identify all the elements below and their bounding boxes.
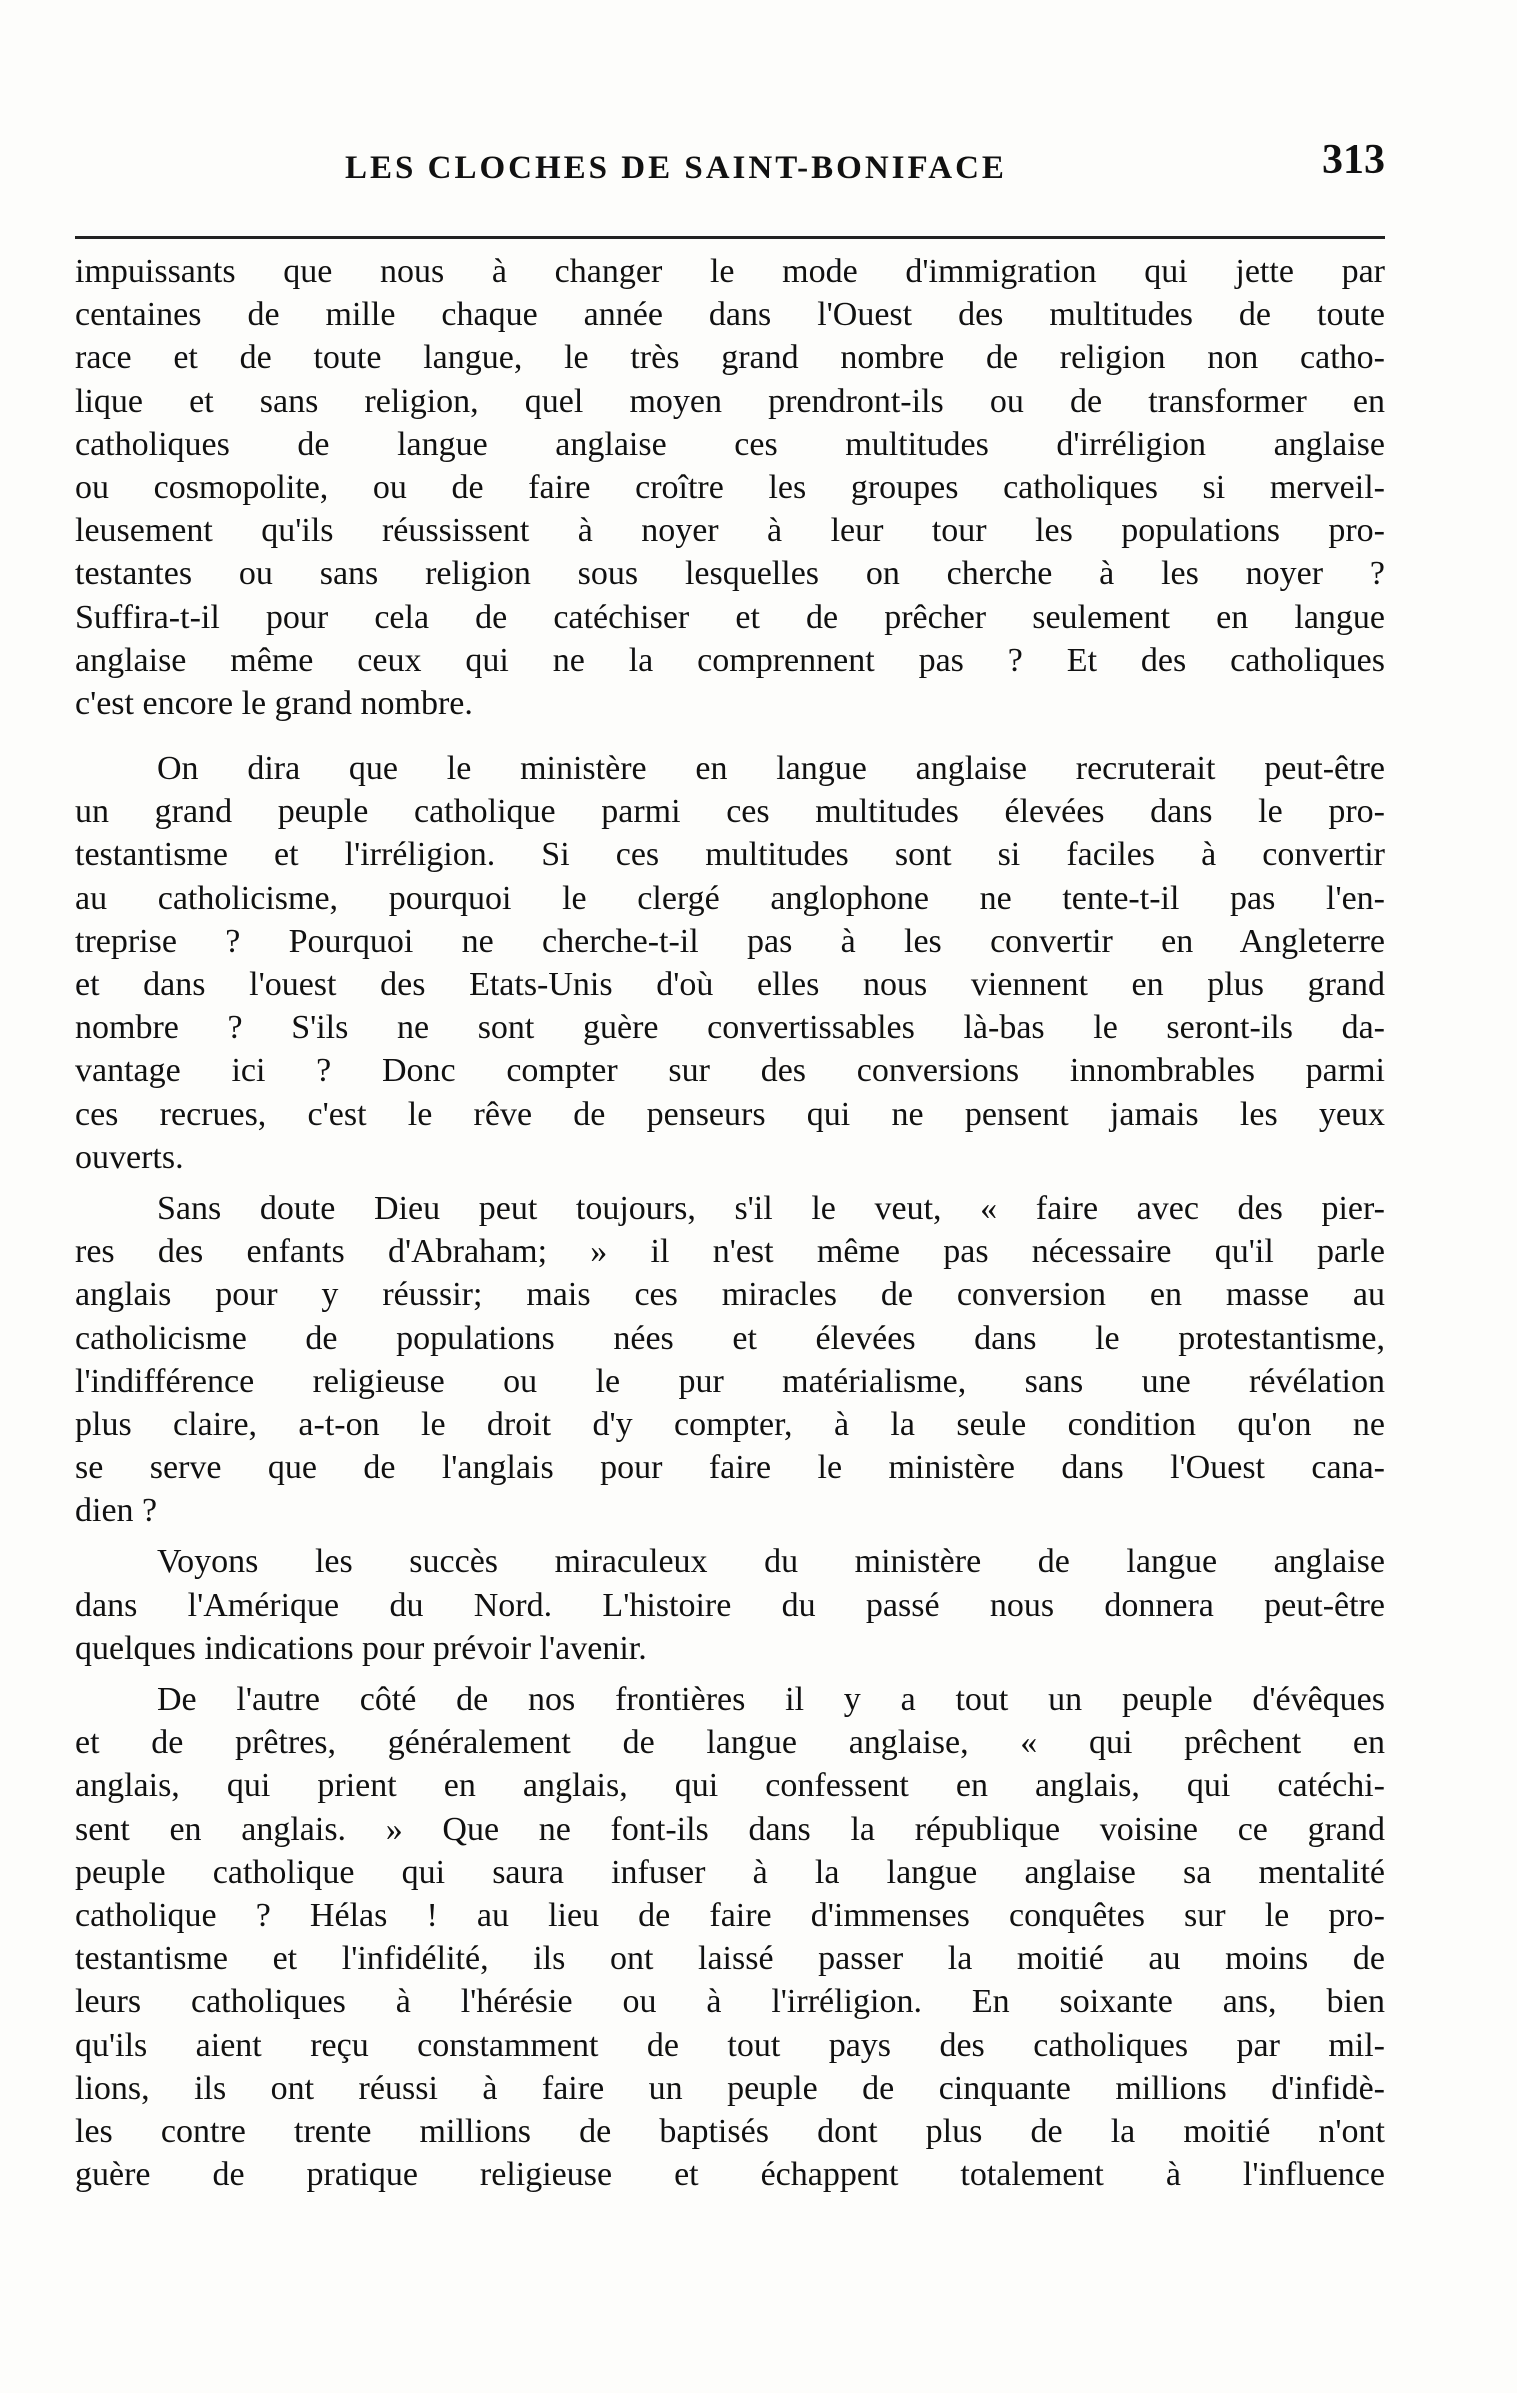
text-line: catholiques de langue anglaise ces multitudes d'irréligion anglaise xyxy=(75,425,1385,463)
text-line: peuple catholique qui saura infuser à la langue anglaise sa mentalité xyxy=(75,1853,1385,1891)
text-line: ces recrues, c'est le rêve de penseurs qui ne pensent jamais les yeux xyxy=(75,1095,1385,1133)
text-line: centaines de mille chaque année dans l'Ouest des multitudes de toute xyxy=(75,296,1385,334)
text-line: et de prêtres, généralement de langue anglaise, « qui prêchent en xyxy=(75,1724,1385,1762)
paragraph xyxy=(75,1678,1385,2196)
text-line: Sans doute Dieu peut toujours, s'il le veut, « faire avec des pier- xyxy=(157,1189,1385,1227)
page-header xyxy=(75,128,1385,198)
text-line: race et de toute langue, le très grand nombre de religion non catho- xyxy=(75,339,1385,377)
text-line: sent en anglais. » Que ne font-ils dans la république voisine ce grand xyxy=(75,1810,1385,1848)
text-line: anglais pour y réussir; mais ces miracles de conversion en masse au xyxy=(75,1276,1385,1314)
text-line: quelques indications pour prévoir l'avenir. xyxy=(75,1629,647,1667)
text-line: catholicisme de populations nées et élevées dans le protestantisme, xyxy=(75,1319,1385,1357)
text-line: On dira que le ministère en langue anglaise recruterait peut-être xyxy=(157,750,1385,788)
text-line: au catholicisme, pourquoi le clergé anglophone ne tente-t-il pas l'en- xyxy=(75,879,1385,917)
text-line: dien ? xyxy=(75,1492,158,1530)
text-line: lions, ils ont réussi à faire un peuple de cinquante millions d'infidè- xyxy=(75,2069,1385,2107)
text-line: res des enfants d'Abraham; » il n'est même pas nécessaire qu'il parle xyxy=(75,1233,1385,1271)
paragraph xyxy=(75,1540,1385,1670)
text-line: testantisme et l'irréligion. Si ces multitudes sont si faciles à convertir xyxy=(75,836,1385,874)
text-line: dans l'Amérique du Nord. L'histoire du passé nous donnera peut-être xyxy=(75,1586,1385,1624)
paragraph xyxy=(75,1187,1385,1533)
text-line: plus claire, a-t-on le droit d'y compter, à la seule condition qu'on ne xyxy=(75,1405,1385,1443)
text-line: ouverts. xyxy=(75,1138,184,1176)
text-line: Voyons les succès miraculeux du ministère de langue anglaise xyxy=(157,1543,1385,1581)
text-line: testantisme et l'infidélité, ils ont laissé passer la moitié au moins de xyxy=(75,1940,1385,1978)
text-line: De l'autre côté de nos frontières il y a tout un peuple d'évêques xyxy=(157,1681,1385,1718)
text-line: l'indifférence religieuse ou le pur matérialisme, sans une révélation xyxy=(75,1362,1385,1400)
text-line: anglaise même ceux qui ne la comprennent pas ? Et des catholiques xyxy=(75,641,1385,679)
body-text xyxy=(75,250,1385,2196)
text-line: leurs catholiques à l'hérésie ou à l'irréligion. En soixante ans, bien xyxy=(75,1983,1385,2021)
text-line: Suffira-t-il pour cela de catéchiser et de prêcher seulement en langue xyxy=(75,598,1385,636)
paragraph xyxy=(75,250,1385,725)
running-title: LES CLOCHES DE SAINT-BONIFACE xyxy=(345,150,1007,186)
text-line: nombre ? S'ils ne sont guère convertissables là-bas le seront-ils da- xyxy=(75,1009,1385,1047)
text-line: se serve que de l'anglais pour faire le ministère dans l'Ouest cana- xyxy=(75,1449,1385,1487)
text-line: anglais, qui prient en anglais, qui confessent en anglais, qui catéchi- xyxy=(75,1767,1385,1805)
text-line: treprise ? Pourquoi ne cherche-t-il pas à les convertir en Angleterre xyxy=(75,922,1385,960)
text-line: guère de pratique religieuse et échappent totalement à l'influence xyxy=(75,2156,1385,2194)
text-line: les contre trente millions de baptisés dont plus de la moitié n'ont xyxy=(75,2112,1385,2150)
text-line: leusement qu'ils réussissent à noyer à leur tour les populations pro- xyxy=(75,512,1385,550)
text-line: ou cosmopolite, ou de faire croître les groupes catholiques si merveil- xyxy=(75,468,1385,506)
text-line: et dans l'ouest des Etats-Unis d'où elles nous viennent en plus grand xyxy=(75,966,1385,1003)
text-line: catholique ? Hélas ! au lieu de faire d'immenses conquêtes sur le pro- xyxy=(75,1896,1385,1934)
text-line: qu'ils aient reçu constamment de tout pays des catholiques par mil- xyxy=(75,2026,1385,2064)
text-line: c'est encore le grand nombre. xyxy=(75,684,473,722)
text-line: impuissants que nous à changer le mode d'immigration qui jette par xyxy=(75,253,1385,290)
text-line: vantage ici ? Donc compter sur des conversions innombrables parmi xyxy=(75,1052,1385,1090)
paragraph xyxy=(75,747,1385,1179)
header-rule xyxy=(75,236,1385,239)
text-line: lique et sans religion, quel moyen prendront-ils ou de transformer en xyxy=(75,382,1385,420)
text-line: un grand peuple catholique parmi ces multitudes élevées dans le pro- xyxy=(75,793,1385,831)
page-number: 313 xyxy=(1322,137,1385,183)
text-line: testantes ou sans religion sous lesquelles on cherche à les noyer ? xyxy=(75,555,1385,593)
